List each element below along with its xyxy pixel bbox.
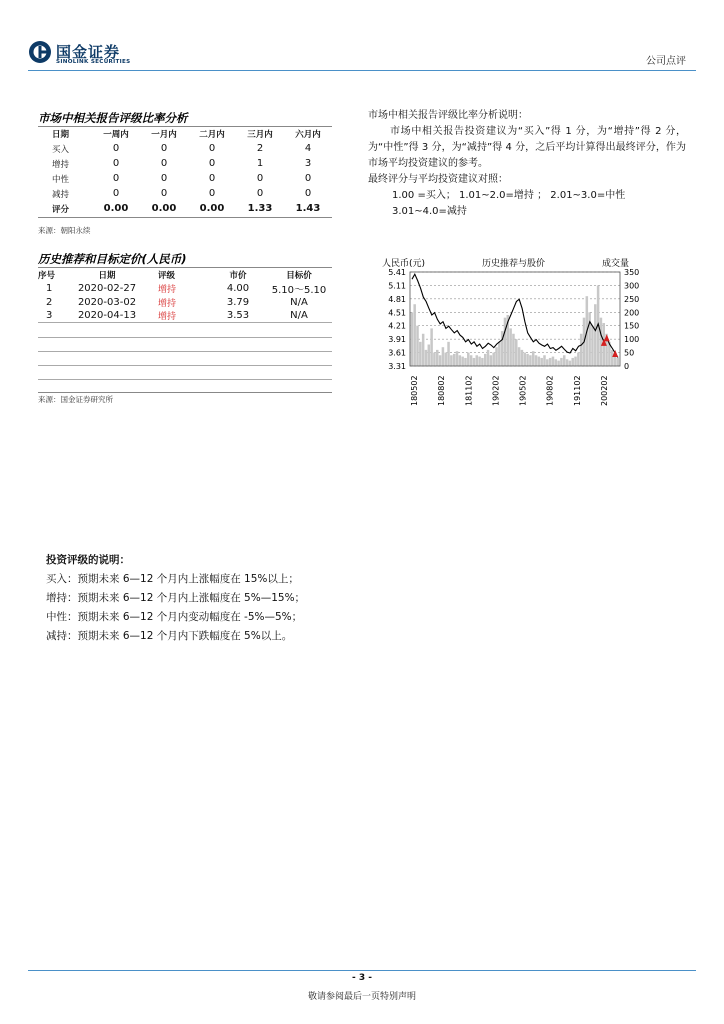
volume-bar	[442, 347, 445, 366]
volume-bar	[518, 347, 521, 366]
cell: 1.33	[247, 203, 273, 214]
volume-bar	[588, 312, 591, 366]
y-tick-label: 5.41	[388, 268, 406, 277]
page-number: - 3 -	[352, 973, 372, 983]
volume-bar	[492, 353, 495, 366]
mapping-title: 最终评分与平均投资建议对照：	[368, 174, 508, 185]
row-label: 增持	[52, 159, 70, 170]
history-table-title: 历史推荐和目标定价(人民币)	[38, 252, 187, 266]
source-note: 来源：朝阳永续	[38, 226, 91, 235]
volume-bar	[422, 334, 425, 366]
volume-bar	[430, 328, 433, 366]
volume-bar	[450, 355, 453, 366]
investment-rating-item: 增持：预期未来 6—12 个月内上涨幅度在 5%—15%；	[46, 592, 306, 604]
cell: 1	[256, 158, 264, 169]
y-tick-label: 4.81	[388, 294, 406, 304]
volume-bar	[569, 361, 572, 366]
volume-bar	[521, 350, 524, 366]
col-header: 一月内	[151, 130, 177, 140]
cell-no: 2	[46, 297, 53, 308]
cell-target: N/A	[290, 310, 308, 321]
cell: 2	[256, 143, 264, 154]
volume-bar	[543, 355, 546, 366]
volume-bar	[512, 334, 515, 366]
cell-rating: 增持	[158, 299, 177, 309]
table-row-score	[38, 201, 332, 216]
investment-rating-block	[46, 551, 305, 646]
x-tick-label: 181102	[464, 375, 474, 406]
investment-rating-item: 买入：预期未来 6—12 个月内上涨幅度在 15%以上；	[46, 573, 299, 585]
volume-bar	[481, 358, 484, 366]
explanation-block	[368, 108, 686, 220]
cell: 0	[160, 188, 168, 199]
disclaimer: 敬请参阅最后一页特别声明	[307, 992, 416, 1002]
volume-bar	[611, 350, 614, 366]
x-tick-label: 200202	[600, 375, 609, 406]
x-tick-label: 190802	[545, 375, 555, 406]
volume-bar	[439, 355, 442, 366]
volume-bar	[538, 357, 541, 366]
source-note: 来源：国金证券研究所	[38, 395, 113, 404]
y2-axis-labels	[624, 268, 639, 371]
y2-tick-label: 200	[624, 308, 640, 318]
volume-bar	[560, 358, 563, 366]
volume-bar	[456, 351, 459, 366]
y-tick-label: 5.11	[388, 281, 406, 291]
cell: 0	[112, 173, 120, 184]
volume-bar	[552, 357, 555, 366]
investment-rating-title: 投资评级的说明：	[46, 554, 130, 566]
history-table-header	[38, 268, 332, 281]
col-header: 日期	[98, 270, 116, 281]
volume-bar	[535, 355, 538, 366]
cell: 0	[160, 158, 168, 169]
x-tick-label: 190502	[518, 375, 528, 406]
col-header: 三月内	[247, 130, 273, 140]
volume-bar	[504, 318, 507, 366]
volume-bar	[444, 353, 447, 366]
row-label: 减持	[52, 189, 70, 200]
y2-tick-label: 250	[624, 294, 640, 304]
cell-date: 2020-04-13	[77, 310, 137, 321]
cell-price: 3.53	[226, 310, 250, 321]
volume-bar	[419, 342, 422, 366]
volume-bar	[436, 350, 439, 366]
y2-axis-title: 成交量	[602, 259, 630, 269]
table-rule	[38, 217, 332, 218]
empty-row-rule	[38, 379, 332, 380]
volume-bar	[464, 358, 467, 366]
cell: 0.00	[151, 203, 177, 214]
volume-bar	[484, 354, 487, 366]
x-tick-label: 180802	[437, 375, 447, 406]
cell-rating: 增持	[158, 285, 177, 295]
volume-bar	[617, 358, 620, 366]
volume-bar	[416, 326, 419, 366]
volume-bar	[580, 334, 583, 366]
cell-no: 1	[46, 283, 53, 294]
col-header: 六月内	[295, 130, 321, 140]
volume-bar	[546, 359, 549, 366]
volume-bar	[591, 326, 594, 366]
cell: 0.00	[199, 203, 225, 214]
volume-bar	[549, 358, 552, 366]
rating-table	[38, 127, 332, 216]
volume-bar	[509, 328, 512, 366]
volume-bar	[529, 355, 532, 366]
y-tick-label: 4.51	[388, 308, 406, 318]
col-header: 二月内	[199, 130, 225, 140]
table-rule	[38, 392, 332, 393]
cell-target: N/A	[290, 297, 308, 308]
logo-text: 国金证券	[56, 43, 121, 61]
col-header: 日期	[52, 130, 70, 140]
volume-bar	[540, 358, 543, 366]
cell-target: 5.10～5.10	[271, 285, 327, 296]
cell: 0	[112, 158, 120, 169]
cell: 0	[112, 143, 120, 154]
investment-rating-item: 减持：预期未来 6—12 个月内下跌幅度在 5%以上。	[46, 630, 293, 642]
cell: 4	[304, 143, 312, 154]
cell: 0	[208, 188, 216, 199]
empty-row-rule	[38, 365, 332, 366]
price-chart	[364, 254, 690, 410]
col-header: 市价	[229, 270, 247, 281]
volume-bar	[459, 355, 462, 366]
volume-bar	[428, 345, 431, 366]
x-tick-label: 190202	[491, 375, 501, 406]
volume-bar	[515, 339, 518, 366]
volume-bar	[594, 304, 597, 366]
volume-bar	[600, 318, 603, 366]
volume-bar	[557, 361, 560, 366]
volume-bar	[563, 355, 566, 366]
volume-bar	[447, 342, 450, 366]
x-tick-label: 191102	[572, 375, 582, 406]
x-tick-label: 180502	[410, 375, 419, 406]
empty-row-rule	[38, 322, 332, 323]
volume-bar	[476, 355, 479, 366]
cell: 0	[256, 188, 264, 199]
volume-bar	[433, 353, 436, 366]
y2-tick-label: 0	[624, 362, 630, 371]
row-label: 买入	[52, 144, 70, 155]
cell: 1.43	[295, 203, 321, 214]
volume-bar	[526, 354, 529, 366]
cell: 0	[160, 143, 168, 154]
rating-table-header	[38, 127, 332, 141]
y-tick-label: 3.61	[388, 348, 406, 358]
y2-tick-label: 350	[624, 268, 640, 277]
col-header: 目标价	[286, 270, 312, 281]
cell-price: 3.79	[226, 297, 250, 308]
volume-bar	[470, 355, 473, 366]
table-row	[38, 156, 332, 171]
volume-bar	[571, 358, 574, 366]
cell-price: 4.00	[226, 283, 250, 294]
col-header: 一周内	[103, 130, 129, 140]
y2-tick-label: 150	[624, 321, 640, 331]
logo-mark-icon	[28, 40, 52, 64]
y2-tick-label: 100	[624, 335, 640, 345]
explanation-title: 市场中相关报告评级比率分析说明：	[368, 110, 528, 121]
y2-tick-label: 300	[624, 281, 640, 291]
volume-bar	[461, 357, 464, 366]
y-tick-label: 3.91	[388, 335, 406, 345]
table-row	[38, 281, 332, 296]
history-table	[38, 268, 332, 322]
table-row	[38, 141, 332, 156]
table-row	[38, 171, 332, 186]
table-row	[38, 296, 332, 309]
col-header: 评级	[158, 270, 176, 281]
y-tick-label: 4.21	[388, 321, 406, 331]
row-label: 中性	[52, 174, 70, 185]
explanation-body: 市场中相关报告投资建议为“买入”得 1 分，为“增持”得 2 分，为“中性”得 3 分，为“减持”得 4 分，之后平均计算得出最终评分，作为市场平均投资建议的参考。	[368, 126, 686, 169]
header-divider	[28, 70, 696, 71]
cell: 0	[112, 188, 120, 199]
volume-bar	[478, 357, 481, 366]
empty-row-rule	[38, 351, 332, 352]
investment-rating-item: 中性：预期未来 6—12 个月内变动幅度在 -5%—5%；	[46, 611, 303, 623]
volume-bar	[473, 358, 476, 366]
volume-bar	[425, 350, 428, 366]
mapping-line: 3.01~4.0=减持	[392, 206, 467, 217]
chart-title: 历史推荐与股价	[482, 259, 546, 269]
x-axis-labels	[410, 375, 609, 406]
cell: 0	[256, 173, 264, 184]
cell-rating: 增持	[158, 312, 177, 322]
footer-divider	[28, 970, 696, 971]
cell: 0	[208, 158, 216, 169]
volume-bar	[555, 359, 558, 366]
cell: 0	[208, 143, 216, 154]
volume-bar	[566, 359, 569, 366]
volume-bar	[487, 350, 490, 366]
y-tick-label: 3.31	[388, 362, 406, 371]
volume-bar	[577, 353, 580, 366]
cell-date: 2020-03-02	[77, 297, 137, 308]
cell: 0	[160, 173, 168, 184]
volume-bar	[532, 351, 535, 366]
rating-table-title: 市场中相关报告评级比率分析	[38, 111, 188, 125]
volume-bar	[411, 312, 414, 366]
volume-bar	[490, 355, 493, 366]
y-axis-title: 人民币(元)	[382, 259, 426, 269]
volume-bar	[495, 347, 498, 366]
volume-bar	[498, 342, 501, 366]
cell: 0	[208, 173, 216, 184]
col-header: 序号	[38, 270, 56, 281]
volume-bar	[574, 357, 577, 366]
cell: 0	[304, 173, 312, 184]
cell: 3	[304, 158, 312, 169]
y2-tick-label: 50	[624, 348, 635, 358]
volume-bar	[413, 304, 416, 366]
volume-bar	[523, 353, 526, 366]
row-label: 评分	[52, 204, 70, 215]
cell: 0	[304, 188, 312, 199]
doc-type-label: 公司点评	[646, 56, 686, 67]
cell-date: 2020-02-27	[77, 283, 137, 294]
logo-subtext: SINOLINK SECURITIES	[56, 59, 131, 65]
cell-no: 3	[46, 310, 53, 321]
volume-bar	[467, 353, 470, 366]
table-row	[38, 186, 332, 201]
y-axis-labels	[388, 268, 406, 371]
volume-bar	[453, 354, 456, 366]
empty-row-rule	[38, 337, 332, 338]
table-row	[38, 309, 332, 322]
mapping-line: 1.00 =买入； 1.01~2.0=增持 ； 2.01~3.0=中性	[392, 190, 626, 201]
cell: 0.00	[103, 203, 129, 214]
